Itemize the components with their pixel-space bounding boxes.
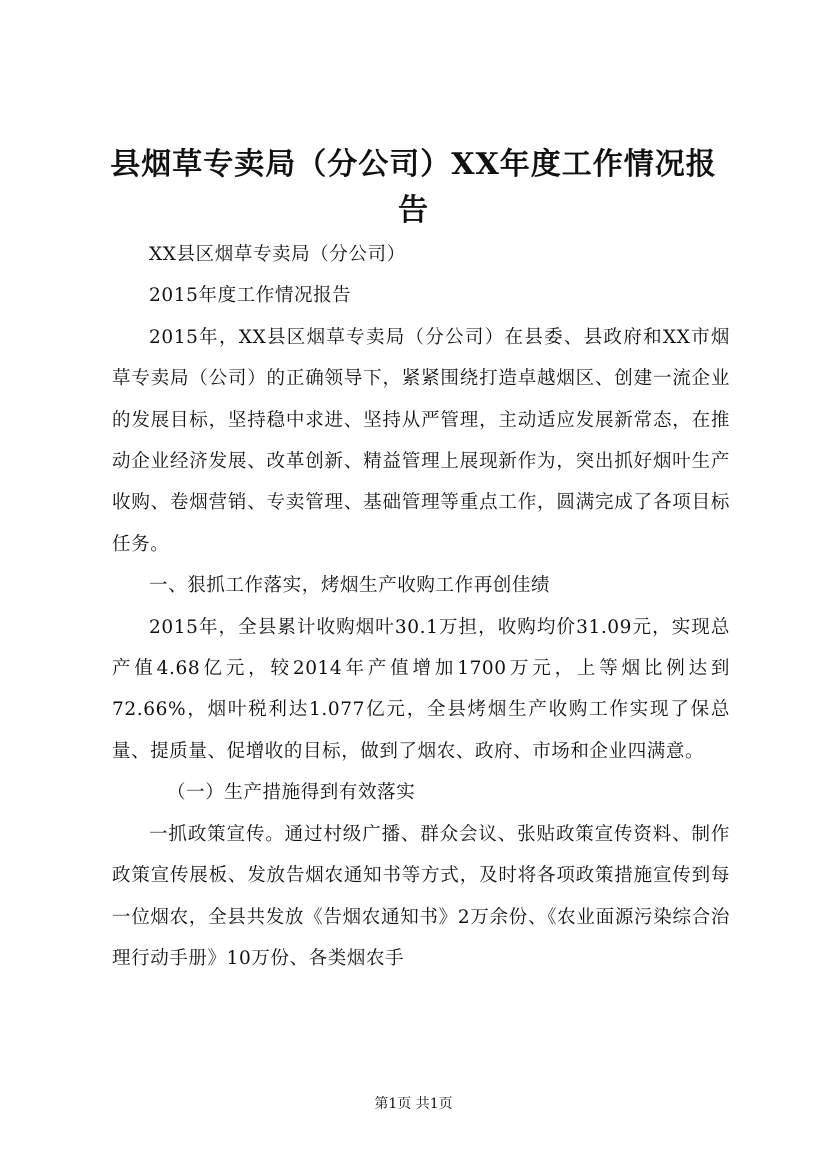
- document-title: 县烟草专卖局（分公司）XX年度工作情况报告: [110, 147, 717, 228]
- paragraph-intro: 2015年，XX县区烟草专卖局（分公司）在县委、县政府和XX市烟草专卖局（公司）的正确领导下，紧紧围绕打造卓越烟区、创建一流企业的发展目标，坚持稳中求进、坚持从严管理，主动适应发展新常态，在推动企业经济发展、改革创新、精益管理上展现新作为，突出抓好烟叶生产收购、卷烟营销、专卖管理、基础管理等重点工作，圆满完成了各项目标任务。: [112, 326, 730, 555]
- paragraph-org-name: XX县区烟草专卖局（分公司）: [149, 244, 406, 265]
- section-heading-1: 一、狠抓工作落实，烤烟生产收购工作再创佳绩: [149, 575, 551, 597]
- paragraph-report-name: 2015年度工作情况报告: [149, 285, 352, 307]
- paragraph-section-1: 2015年，全县累计收购烟叶30.1万担，收购均价31.09元，实现总产值4.68亿元，较2014年产值增加1700万元，上等烟比例达到72.66%，烟叶税利达1.077亿元，全县烤烟生产收购工作实现了保总量、提质量、促增收的目标，做到了烟农、政府、市场和企业四满意。: [112, 616, 730, 762]
- paragraph-subsection-1: 一抓政策宣传。通过村级广播、群众会议、张贴政策宣传资料、制作政策宣传展板、发放告烟农通知书等方式，及时将各项政策措施宣传到每一位烟农，全县共发放《告烟农通知书》2万余份、《农业面源污染综合治理行动手册》10万份、各类烟农手: [112, 823, 730, 969]
- document-body: [112, 234, 730, 979]
- subsection-heading-1: （一）生产措施得到有效落实: [167, 782, 416, 804]
- page-footer: 第1页 共1页: [374, 1096, 453, 1112]
